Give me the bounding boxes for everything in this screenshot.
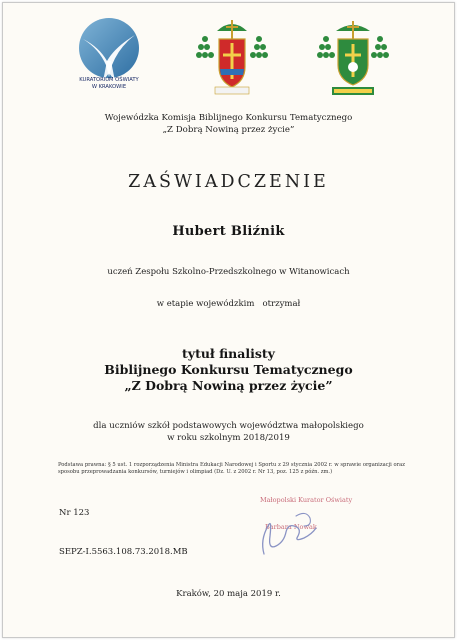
competition-stage: w etapie wojewódzkim otrzymał: [156, 299, 301, 309]
target-line-1: dla uczniów szkół podstawowych województwa małopolskiego: [93, 421, 364, 431]
handwritten-signature: [250, 496, 353, 558]
case-reference: SEPZ-I.5563.108.73.2018.MB: [59, 547, 188, 557]
certificate-page: [2, 2, 455, 638]
place-and-date: Kraków, 20 maja 2019 r.: [176, 589, 281, 599]
award-title: [3, 346, 454, 394]
commission-heading: [3, 112, 454, 136]
recipient-name: Hubert Bliźnik: [172, 224, 285, 239]
stamp-person: Barbara Nowak: [265, 523, 317, 531]
target-audience: [3, 420, 454, 444]
certificate-number: Nr 123: [59, 508, 90, 518]
stamp-office: Małopolski Kurator Oświaty: [260, 496, 353, 504]
episcopal-coat-of-arms-left: [193, 17, 271, 97]
target-line-2: w roku szkolnym 2018/2019: [167, 433, 290, 443]
recipient-school: uczeń Zespołu Szkolno-Przedszkolnego w Witanowicach: [107, 267, 350, 277]
commission-line-1: Wojewódzka Komisja Biblijnego Konkursu Tematycznego: [104, 113, 353, 123]
award-line-3: „Z Dobrą Nowiną przez życie”: [124, 378, 333, 393]
kuratorium-caption-1: KURATORIUM OŚWIATY: [79, 77, 139, 83]
commission-line-2: „Z Dobrą Nowiną przez życie”: [162, 125, 295, 135]
kuratorium-caption-2: W KRAKOWIE: [91, 84, 127, 90]
award-line-2: Biblijnego Konkursu Tematycznego: [104, 362, 353, 377]
legal-basis: Podstawa prawna: § 5 ust. 1 rozporządzenia Ministra Edukacji Narodowej i Sportu z 29 stycznia 2002 r. w sprawie organizacji oraz sposobu przeprowadzania konkursów, turniejów i olimpiad (Dz. U. z 2002 r. Nr 13, poz. 125 z późn. zm.): [58, 462, 405, 475]
episcopal-coat-of-arms-right: [316, 17, 390, 99]
certificate-title: ZAŚWIADCZENIE: [128, 172, 329, 192]
award-line-1: tytuł finalisty: [182, 346, 275, 361]
official-stamp: [250, 496, 353, 556]
